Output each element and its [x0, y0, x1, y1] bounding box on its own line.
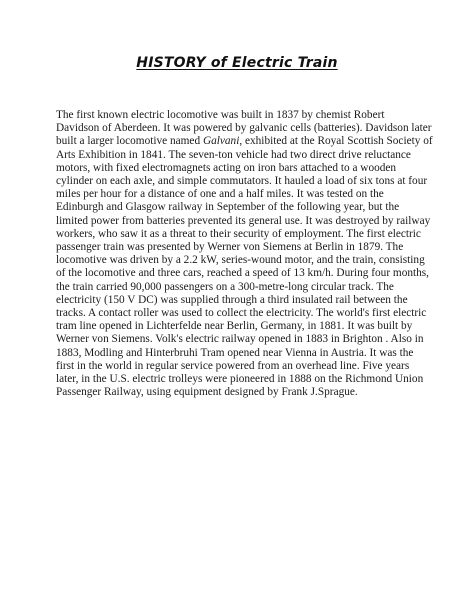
page-title: HISTORY of Electric Train: [136, 55, 338, 71]
text-line: workers, who saw it as a threat to their security of employment. The first electric: [56, 227, 421, 240]
text-line: Edinburgh and Glasgow railway in September of the following year, but the: [56, 201, 400, 214]
text-line: the train carried 90,000 passengers on a 300-metre-long circular track. The: [56, 280, 394, 293]
text-line: 1883, Modling and Hinterbruhi Tram opened near Vienna in Austria. It was the: [56, 346, 414, 359]
text-line: [56, 135, 436, 148]
text-line: electricity (150 V DC) was supplied through a third insulated rail between the: [56, 293, 408, 306]
text-line: Werner von Siemens. Volk's electric railway opened in 1883 in Brighton . Also in: [56, 333, 424, 346]
body-paragraph: [56, 109, 436, 399]
italic-name-galvani: Galvani: [202, 135, 240, 148]
text-line: later, in the U.S. electric trolleys were pioneered in 1888 on the Richmond Union: [56, 373, 424, 386]
text-line: miles per hour for a distance of one and a half miles. It was tested on the: [56, 188, 384, 201]
text-line: first in the world in regular service powered from an overhead line. Five years: [56, 359, 410, 372]
text-line: limited power from batteries prevented its general use. It was destroyed by railway: [56, 214, 431, 227]
text-line: cylinder on each axle, and simple commutators. It hauled a load of six tons at four: [56, 175, 428, 188]
text-segment: , exhibited at the Royal Scottish Society of: [239, 135, 433, 148]
text-line: Arts Exhibition in 1841. The seven-ton vehicle had two direct drive reluctance: [56, 148, 411, 161]
text-line: Davidson of Aberdeen. It was powered by galvanic cells (batteries). Davidson later: [56, 122, 432, 135]
text-line: tram line opened in Lichterfelde near Berlin, Germany, in 1881. It was built by: [56, 320, 413, 333]
text-line: of the locomotive and three cars, reached a speed of 13 km/h. During four months,: [56, 267, 429, 280]
text-line: Passenger Railway, using equipment designed by Frank J.Sprague.: [56, 386, 358, 399]
text-line: locomotive was driven by a 2.2 kW, series-wound motor, and the train, consisting: [56, 254, 425, 267]
text-line: passenger train was presented by Werner von Siemens at Berlin in 1879. The: [56, 241, 404, 254]
text-segment: built a larger locomotive named: [56, 135, 201, 148]
text-line: motors, with fixed electromagnets acting on iron bars attached to a wooden: [56, 161, 397, 174]
text-line: The first known electric locomotive was built in 1837 by chemist Robert: [56, 109, 385, 121]
text-line: tracks. A contact roller was used to collect the electricity. The world's first electric: [56, 307, 427, 320]
